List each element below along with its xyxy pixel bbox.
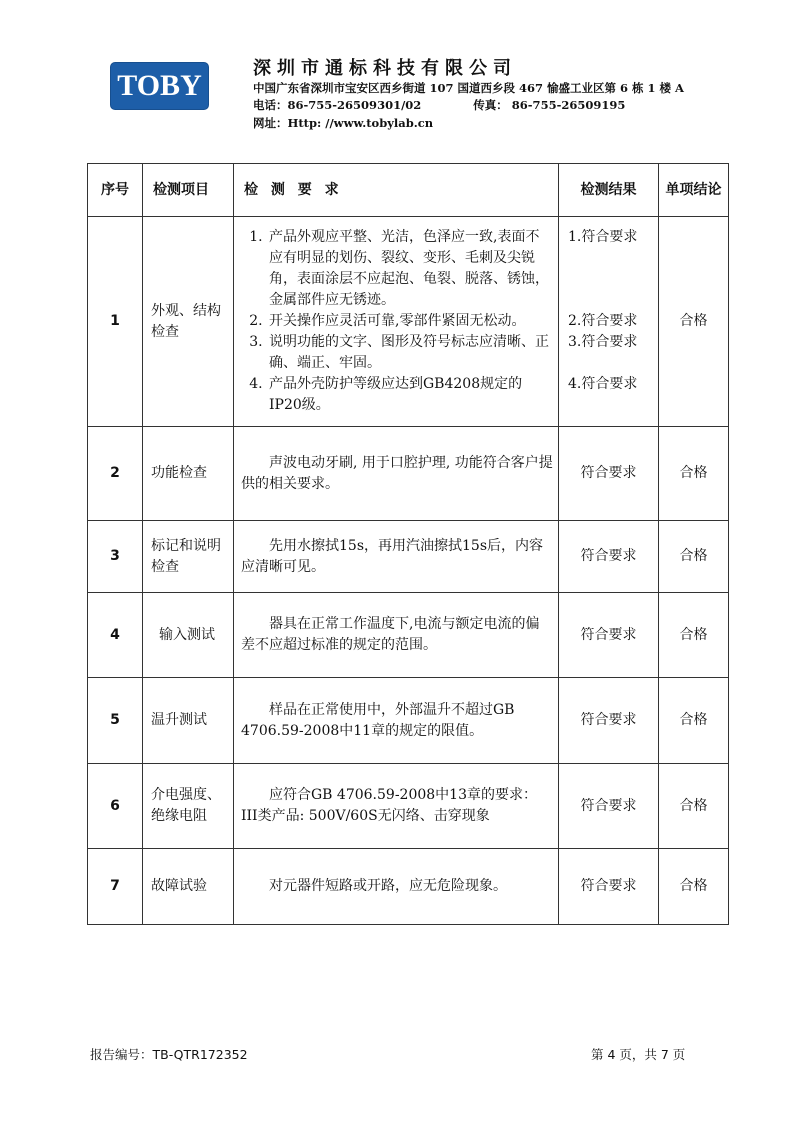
requirement-text: 器具在正常工作温度下,电流与额定电流的偏差不应超过标准的规定的范围。 bbox=[241, 616, 540, 653]
logo-text: TOBY bbox=[117, 69, 202, 102]
conclusion-cell: 合格 bbox=[659, 678, 729, 764]
column-header-item: 检测项目 bbox=[143, 164, 234, 217]
conclusion-cell: 合格 bbox=[659, 593, 729, 678]
page-indicator: 第 4 页，共 7 页 bbox=[591, 1047, 686, 1062]
row-number: 2 bbox=[88, 427, 143, 521]
result-cell: 符合要求 bbox=[559, 521, 659, 593]
requirement-cell bbox=[234, 217, 559, 427]
inspection-table bbox=[87, 163, 729, 925]
row-number: 6 bbox=[88, 764, 143, 849]
requirement-cell bbox=[234, 678, 559, 764]
column-header-conclusion: 单项结论 bbox=[659, 164, 729, 217]
website: 网址：Http: //www.tobylab.cn bbox=[253, 116, 434, 130]
requirement-item: 4. 产品外壳防护等级应达到GB4208规定的IP20级。 bbox=[267, 374, 553, 416]
row-number: 1 bbox=[88, 217, 143, 427]
company-logo bbox=[110, 62, 209, 110]
table-row bbox=[88, 217, 729, 427]
inspection-item: 故障试验 bbox=[143, 849, 234, 925]
result-cell bbox=[559, 217, 659, 427]
table-row bbox=[88, 593, 729, 678]
requirement-text: 样品在正常使用中，外部温升不超过GB 4706.59-2008中11章的规定的限值。 bbox=[241, 701, 515, 739]
result-item: 2.符合要求 bbox=[568, 313, 638, 329]
table-row bbox=[88, 849, 729, 925]
inspection-item: 标记和说明检查 bbox=[143, 521, 234, 593]
conclusion-cell: 合格 bbox=[659, 217, 729, 427]
requirement-item: 3. 说明功能的文字、图形及符号标志应清晰、正确、端正、牢固。 bbox=[267, 332, 553, 374]
result-cell: 符合要求 bbox=[559, 593, 659, 678]
inspection-item: 功能检查 bbox=[143, 427, 234, 521]
column-header-no: 序号 bbox=[88, 164, 143, 217]
fax-number: 传真： 86-755-26509195 bbox=[473, 98, 626, 112]
company-name: 深圳市通标科技有限公司 bbox=[253, 58, 517, 79]
table-row bbox=[88, 678, 729, 764]
requirement-list bbox=[241, 227, 553, 416]
column-header-requirement: 检 测 要 求 bbox=[234, 164, 559, 217]
requirement-cell bbox=[234, 521, 559, 593]
conclusion-cell: 合格 bbox=[659, 521, 729, 593]
requirement-cell bbox=[234, 593, 559, 678]
result-item: 4.符合要求 bbox=[568, 376, 638, 392]
requirement-text: 先用水擦拭15s，再用汽油擦拭15s后，内容应清晰可见。 bbox=[241, 537, 543, 575]
requirement-item: 1. 产品外观应平整、光洁，色泽应一致,表面不应有明显的划伤、裂纹、变形、毛刺及尖锐角，表面涂层不应起泡、龟裂、脱落、锈蚀，金属部件应无锈迹。 bbox=[267, 227, 553, 311]
row-number: 3 bbox=[88, 521, 143, 593]
requirement-text: 声波电动牙刷, 用于口腔护理, 功能符合客户提供的相关要求。 bbox=[241, 454, 553, 492]
report-number: 报告编号：TB-QTR172352 bbox=[90, 1047, 248, 1062]
inspection-item: 输入测试 bbox=[143, 593, 234, 678]
inspection-item: 介电强度、绝缘电阻 bbox=[143, 764, 234, 849]
conclusion-cell: 合格 bbox=[659, 764, 729, 849]
conclusion-cell: 合格 bbox=[659, 849, 729, 925]
result-item: 1.符合要求 bbox=[568, 229, 638, 245]
result-cell: 符合要求 bbox=[559, 678, 659, 764]
conclusion-cell: 合格 bbox=[659, 427, 729, 521]
requirement-cell bbox=[234, 764, 559, 849]
row-number: 7 bbox=[88, 849, 143, 925]
table-row bbox=[88, 427, 729, 521]
requirement-cell bbox=[234, 849, 559, 925]
requirement-cell bbox=[234, 427, 559, 521]
requirement-item: 2. 开关操作应灵活可靠,零部件紧固无松动。 bbox=[267, 311, 553, 332]
inspection-item: 温升测试 bbox=[143, 678, 234, 764]
contact-row bbox=[253, 97, 625, 113]
table-row bbox=[88, 521, 729, 593]
row-number: 4 bbox=[88, 593, 143, 678]
row-number: 5 bbox=[88, 678, 143, 764]
table-header-row bbox=[88, 164, 729, 217]
result-cell: 符合要求 bbox=[559, 849, 659, 925]
result-cell: 符合要求 bbox=[559, 427, 659, 521]
phone-number: 电话：86-755-26509301/02 bbox=[253, 98, 422, 112]
inspection-item: 外观、结构检查 bbox=[143, 217, 234, 427]
requirement-text: 对元器件短路或开路，应无危险现象。 bbox=[269, 878, 507, 894]
table-row bbox=[88, 764, 729, 849]
result-cell: 符合要求 bbox=[559, 764, 659, 849]
requirement-text: 应符合GB 4706.59-2008中13章的要求：III类产品: 500V/60S无闪络、击穿现象 bbox=[241, 787, 537, 824]
company-address: 中国广东省深圳市宝安区西乡街道 107 国道西乡段 467 愉盛工业区第 6 栋 1 楼 A bbox=[253, 81, 684, 95]
column-header-result: 检测结果 bbox=[559, 164, 659, 217]
result-list bbox=[560, 227, 657, 416]
result-item: 3.符合要求 bbox=[568, 334, 638, 350]
